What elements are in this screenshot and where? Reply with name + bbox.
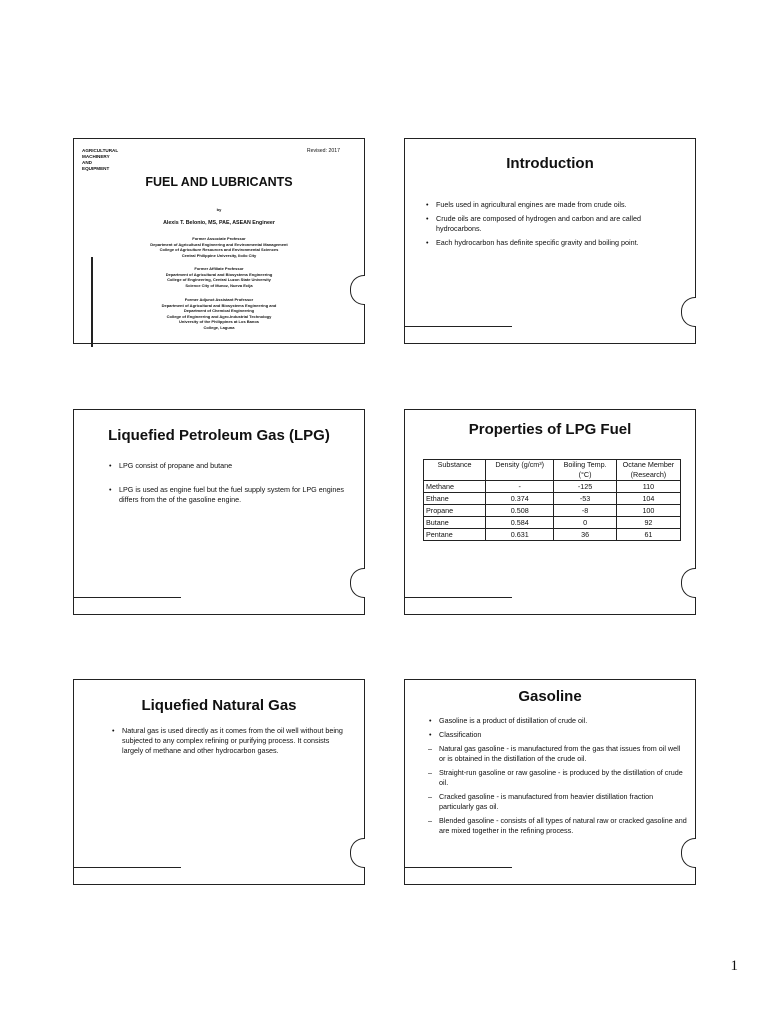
slide-title: Liquefied Natural Gas [141, 697, 297, 714]
bullet-list [110, 726, 348, 760]
cell-substance: Propane [424, 505, 486, 517]
table-row [424, 481, 681, 493]
cell-boiling-temp: 36 [554, 529, 617, 541]
bullet-item: • Natural gas is used directly as it comes from the oil well without being subjected to any complex refining or purifying process. It consists largely of methane and other hydrocarbon gases. [110, 726, 348, 756]
bullet-item: • Classification [427, 730, 687, 740]
cell-octane: 61 [616, 529, 680, 541]
affiliation-line: Former Associate Professor [192, 236, 246, 241]
dash-item: – Straight-run gasoline or raw gasoline - is produced by the distillation of crude oil. [427, 768, 687, 788]
cell-substance: Butane [424, 517, 486, 529]
agency-line: AGRICULTURAL [82, 148, 119, 153]
cover-divider [91, 257, 93, 347]
slide-lpg-properties [404, 409, 696, 615]
cell-substance: Pentane [424, 529, 486, 541]
affiliation-line: Former Adjunct Assistant Professor [184, 297, 254, 302]
slide-gasoline [404, 679, 696, 885]
affiliation-line: Department of Agricultural and Biosystems Engineering [165, 271, 273, 277]
header-density: Density (g/cm³) [486, 460, 554, 481]
bullet-list [107, 461, 353, 509]
header-octane: Octane Member (Research) [616, 460, 680, 481]
page-number: 1 [730, 958, 738, 974]
slide-title: Introduction [506, 155, 594, 172]
footer-line [74, 867, 181, 868]
dash-item: – Cracked gasoline - is manufactured from heavier distillation fraction particularly gas oil. [427, 792, 687, 812]
agency-line: MACHINERY [82, 154, 110, 159]
slide-lng [73, 679, 365, 885]
slide-cover [73, 138, 365, 344]
bullet-item: • Gasoline is a product of distillation of crude oil. [427, 716, 687, 726]
agency-line: AND [82, 160, 92, 165]
cell-octane: 104 [616, 493, 680, 505]
cell-substance: Ethane [424, 493, 486, 505]
corner-arc-decoration [350, 568, 365, 598]
cell-density: 0.584 [486, 517, 554, 529]
cover-title: FUEL AND LUBRICANTS [145, 175, 293, 189]
affiliation-line: Department of Chemical Engineering [183, 308, 255, 314]
affiliation-line: Central Philippine University, Iloilo City [181, 252, 257, 258]
cell-substance: Methane [424, 481, 486, 493]
table-row [424, 505, 681, 517]
dash-item: – Blended gasoline - consists of all types of natural raw or cracked gasoline and are mixed together in the refining process. [427, 816, 687, 836]
cover-author: Alexis T. Belonio, MS, PAE, ASEAN Engineer [163, 220, 275, 226]
slide-title: Properties of LPG Fuel [468, 421, 632, 438]
affiliation-line: Department of Agricultural Engineering and Environmental Management [150, 241, 288, 247]
affiliation-block-1 [74, 236, 364, 258]
table-row [424, 493, 681, 505]
affiliation-line: University of the Philippines at Los Banos [178, 319, 259, 325]
affiliation-line: College of Agriculture Resources and Environmental Sciences [159, 247, 279, 253]
dash-item: – Natural gas gasoline - is manufactured from the gas that issues from oil well or is obtained in the distillation of the crude oil. [427, 744, 687, 764]
cell-density: 0.631 [486, 529, 554, 541]
bullet-item: • Fuels used in agricultural engines are made from crude oils. [424, 200, 686, 210]
corner-arc-decoration [350, 838, 365, 868]
affiliation-block-3 [74, 297, 364, 331]
cell-boiling-temp: -53 [554, 493, 617, 505]
cell-boiling-temp: 0 [554, 517, 617, 529]
table-row [424, 529, 681, 541]
bullet-item: • LPG consist of propane and butane [107, 461, 353, 471]
corner-arc-decoration [681, 838, 696, 868]
corner-arc-decoration [681, 297, 696, 327]
bullet-item: • Crude oils are composed of hydrogen and carbon and are called hydrocarbons. [424, 214, 686, 234]
affiliation-line: Science City of Munoz, Nueva Ecija [185, 282, 253, 288]
table-header-row [424, 460, 681, 481]
cover-by: by [216, 207, 222, 212]
cell-density: 0.508 [486, 505, 554, 517]
footer-line [405, 867, 512, 868]
corner-arc-decoration [681, 568, 696, 598]
agency-label [82, 148, 118, 172]
table-row [424, 517, 681, 529]
slide-title: Gasoline [518, 688, 582, 705]
cell-octane: 92 [616, 517, 680, 529]
bullet-list [427, 716, 687, 840]
affiliation-line: College of Engineering, Central Luzon State University [167, 277, 271, 283]
revised-label: Revised: 2017 [306, 148, 340, 154]
slide-lpg [73, 409, 365, 615]
lpg-properties-table [423, 459, 681, 541]
footer-line [405, 597, 512, 598]
footer-line [74, 597, 181, 598]
cell-density: - [486, 481, 554, 493]
header-boiling-temp: Boiling Temp. (°C) [554, 460, 617, 481]
cell-octane: 100 [616, 505, 680, 517]
affiliation-line: College, Laguna [203, 324, 235, 330]
slide-introduction [404, 138, 696, 344]
bullet-item: • Each hydrocarbon has definite specific gravity and boiling point. [424, 238, 686, 248]
bullet-list [424, 200, 686, 252]
bullet-item: • LPG is used as engine fuel but the fuel supply system for LPG engines differs from the of the gasoline engine. [107, 485, 353, 505]
cell-boiling-temp: -125 [554, 481, 617, 493]
affiliation-line: College of Engineering and Agro-Industrial Technology [166, 313, 272, 319]
cell-octane: 110 [616, 481, 680, 493]
header-substance: Substance [424, 460, 486, 481]
slide-title: Liquefied Petroleum Gas (LPG) [108, 427, 330, 444]
footer-line [405, 326, 512, 327]
affiliation-line: Former Affiliate Professor [194, 266, 244, 271]
cell-density: 0.374 [486, 493, 554, 505]
affiliation-block-2 [74, 266, 364, 288]
cell-boiling-temp: -8 [554, 505, 617, 517]
agency-line: EQUIPMENT [82, 166, 110, 171]
affiliation-line: Department of Agricultural and Biosystems Engineering and [161, 302, 277, 308]
